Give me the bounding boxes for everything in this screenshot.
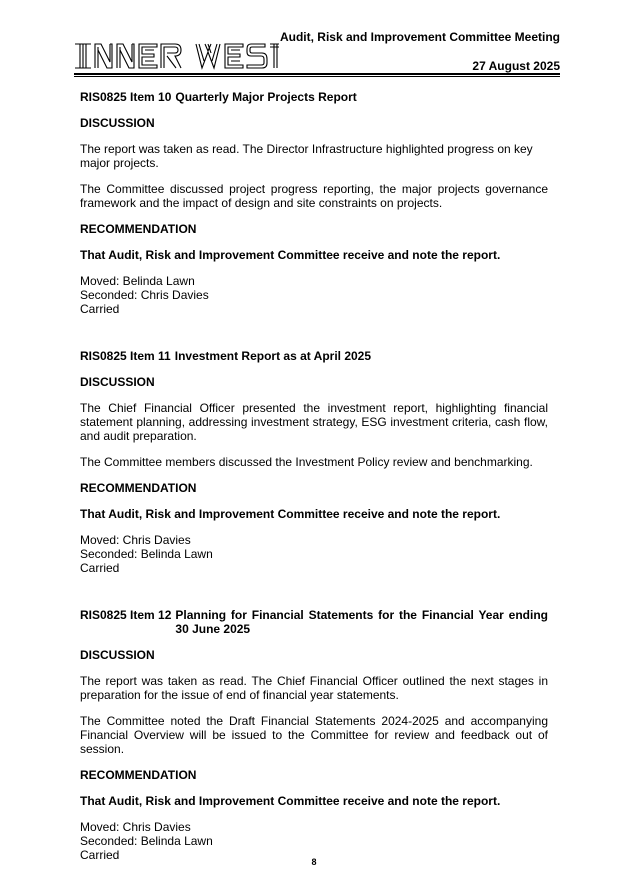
discussion-paragraph: The Committee members discussed the Investment Policy review and benchmarking. <box>80 455 533 469</box>
item-name: Investment Report as at April 2025 <box>174 349 372 363</box>
page-number: 8 <box>311 857 317 867</box>
minutes-content <box>80 90 548 862</box>
moved-by: Moved: Chris Davies <box>80 820 191 834</box>
seconded-by: Seconded: Belinda Lawn <box>80 834 213 848</box>
motion-result: Carried <box>80 561 120 575</box>
recommendation-text: That Audit, Risk and Improvement Committee receive and note the report. <box>80 794 501 808</box>
item-code: RIS0825 Item 11 <box>80 349 171 363</box>
discussion-paragraph: The report was taken as read. The Director Infrastructure highlighted progress on key major projects. <box>80 142 533 170</box>
item-title <box>80 90 548 104</box>
agenda-item <box>80 608 548 862</box>
agenda-item <box>80 349 548 575</box>
moved-by: Moved: Chris Davies <box>80 533 191 547</box>
item-title <box>80 349 548 363</box>
recommendation-text: That Audit, Risk and Improvement Committee receive and note the report. <box>80 507 501 521</box>
header-rule-thick <box>74 73 560 75</box>
inner-west-logo <box>74 41 280 76</box>
recommendation-heading: RECOMMENDATION <box>80 768 197 782</box>
header-rule-thin <box>74 76 560 77</box>
seconded-by: Seconded: Chris Davies <box>80 288 209 302</box>
recommendation-heading: RECOMMENDATION <box>80 222 197 236</box>
item-code: RIS0825 Item 10 <box>80 90 172 104</box>
discussion-paragraph: The Committee noted the Draft Financial Statements 2024-2025 and accompanying Financial Overview will be issued to the Committee for review and feedback out of session. <box>80 714 548 756</box>
discussion-paragraph: The report was taken as read. The Chief Financial Officer outlined the next stages in preparation for the issue of end of financial year statements. <box>80 674 548 702</box>
item-name: Planning for Financial Statements for the Financial Year ending 30 June 2025 <box>175 608 548 636</box>
motion-result: Carried <box>80 848 120 862</box>
discussion-paragraph: The Chief Financial Officer presented the investment report, highlighting financial statement planning, addressing investment strategy, ESG investment criteria, cash flow, and audit preparation. <box>80 401 548 443</box>
discussion-paragraph: The Committee discussed project progress reporting, the major projects governance framework and the impact of design and site constraints on projects. <box>80 182 548 210</box>
moved-by: Moved: Belinda Lawn <box>80 274 195 288</box>
meeting-date: 27 August 2025 <box>472 59 560 73</box>
motion-result: Carried <box>80 302 120 316</box>
agenda-item <box>80 90 548 316</box>
item-title <box>80 608 548 636</box>
recommendation-heading: RECOMMENDATION <box>80 481 197 495</box>
item-name: Quarterly Major Projects Report <box>175 90 357 104</box>
seconded-by: Seconded: Belinda Lawn <box>80 547 213 561</box>
recommendation-text: That Audit, Risk and Improvement Committee receive and note the report. <box>80 248 501 262</box>
item-code: RIS0825 Item 12 <box>80 608 172 622</box>
discussion-heading: DISCUSSION <box>80 116 155 130</box>
discussion-heading: DISCUSSION <box>80 648 155 662</box>
discussion-heading: DISCUSSION <box>80 375 155 389</box>
meeting-title: Audit, Risk and Improvement Committee Meeting <box>279 30 560 44</box>
